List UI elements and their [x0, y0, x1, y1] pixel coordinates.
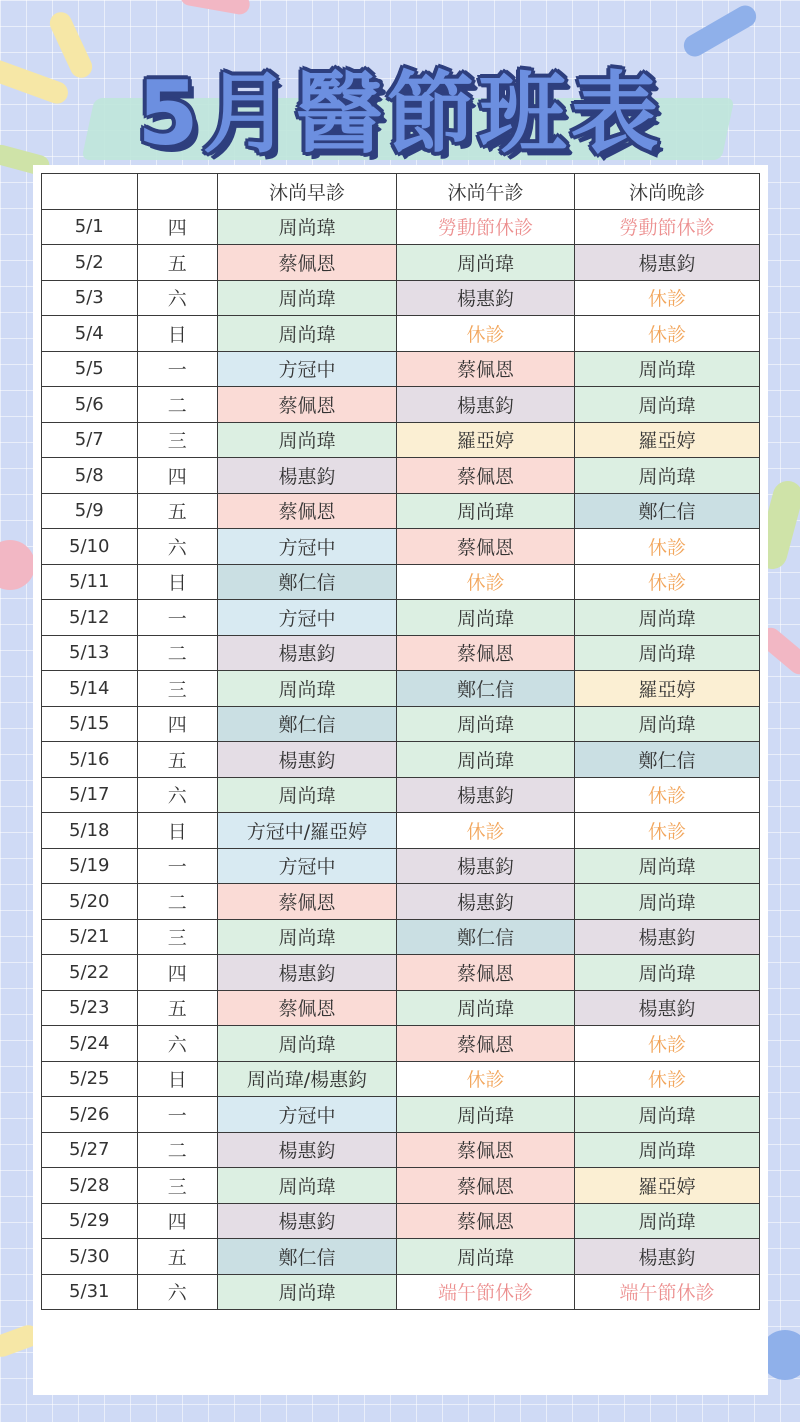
table-row: [42, 280, 760, 316]
weekday-cell: 六: [137, 280, 217, 316]
morning-shift-cell: 蔡佩恩: [217, 387, 396, 423]
evening-shift-cell: 周尚瑋: [574, 1097, 759, 1133]
date-cell: 5/23: [42, 990, 138, 1026]
morning-shift-cell: 周尚瑋: [217, 1026, 396, 1062]
evening-shift-cell: 休診: [574, 564, 759, 600]
evening-shift-cell: 休診: [574, 1026, 759, 1062]
date-cell: 5/3: [42, 280, 138, 316]
morning-shift-cell: 周尚瑋: [217, 671, 396, 707]
table-row: [42, 1097, 760, 1133]
afternoon-shift-cell: 周尚瑋: [396, 706, 574, 742]
table-row: [42, 458, 760, 494]
evening-shift-cell: 休診: [574, 777, 759, 813]
table-row: [42, 529, 760, 565]
weekday-cell: 六: [137, 529, 217, 565]
afternoon-shift-cell: 周尚瑋: [396, 493, 574, 529]
date-cell: 5/24: [42, 1026, 138, 1062]
afternoon-shift-cell: 蔡佩恩: [396, 1203, 574, 1239]
evening-shift-cell: 楊惠鈞: [574, 919, 759, 955]
afternoon-shift-cell: 周尚瑋: [396, 1239, 574, 1275]
morning-shift-cell: 鄭仁信: [217, 1239, 396, 1275]
schedule-body: [42, 174, 760, 1310]
table-row: [42, 387, 760, 423]
evening-shift-cell: 周尚瑋: [574, 1132, 759, 1168]
evening-shift-cell: 周尚瑋: [574, 1203, 759, 1239]
morning-shift-cell: 楊惠鈞: [217, 742, 396, 778]
table-row: [42, 742, 760, 778]
table-row: [42, 884, 760, 920]
morning-shift-cell: 周尚瑋: [217, 777, 396, 813]
date-cell: 5/13: [42, 635, 138, 671]
afternoon-shift-cell: 周尚瑋: [396, 1097, 574, 1133]
afternoon-shift-cell: 休診: [396, 564, 574, 600]
date-cell: 5/1: [42, 209, 138, 245]
table-row: [42, 955, 760, 991]
date-cell: 5/9: [42, 493, 138, 529]
weekday-cell: 日: [137, 1061, 217, 1097]
date-cell: 5/11: [42, 564, 138, 600]
morning-shift-cell: 周尚瑋: [217, 919, 396, 955]
table-row: [42, 671, 760, 707]
morning-shift-cell: 方冠中: [217, 351, 396, 387]
evening-shift-cell: 楊惠鈞: [574, 1239, 759, 1275]
weekday-cell: 四: [137, 955, 217, 991]
date-cell: 5/2: [42, 245, 138, 281]
date-cell: 5/16: [42, 742, 138, 778]
table-row: [42, 316, 760, 352]
page-title: 5月醫節班表: [137, 62, 663, 165]
date-cell: 5/19: [42, 848, 138, 884]
date-cell: 5/7: [42, 422, 138, 458]
afternoon-shift-cell: 蔡佩恩: [396, 351, 574, 387]
afternoon-shift-cell: 休診: [396, 813, 574, 849]
morning-shift-cell: 周尚瑋: [217, 1168, 396, 1204]
weekday-cell: 六: [137, 1026, 217, 1062]
afternoon-shift-cell: 蔡佩恩: [396, 529, 574, 565]
morning-shift-cell: 鄭仁信: [217, 706, 396, 742]
table-row: [42, 1026, 760, 1062]
date-cell: 5/18: [42, 813, 138, 849]
afternoon-shift-cell: 鄭仁信: [396, 919, 574, 955]
evening-shift-cell: 休診: [574, 280, 759, 316]
evening-shift-cell: 周尚瑋: [574, 848, 759, 884]
evening-shift-cell: 楊惠鈞: [574, 990, 759, 1026]
table-row: [42, 1061, 760, 1097]
evening-shift-cell: 休診: [574, 316, 759, 352]
date-cell: 5/20: [42, 884, 138, 920]
morning-shift-cell: 方冠中: [217, 600, 396, 636]
morning-shift-cell: 方冠中: [217, 1097, 396, 1133]
date-cell: 5/17: [42, 777, 138, 813]
table-row: [42, 1239, 760, 1275]
weekday-cell: 二: [137, 884, 217, 920]
weekday-cell: 日: [137, 564, 217, 600]
title-area: [0, 28, 800, 168]
weekday-cell: 四: [137, 706, 217, 742]
table-row: [42, 706, 760, 742]
weekday-cell: 五: [137, 990, 217, 1026]
afternoon-shift-cell: 楊惠鈞: [396, 280, 574, 316]
table-row: [42, 209, 760, 245]
morning-shift-cell: 方冠中: [217, 529, 396, 565]
afternoon-shift-cell: 鄭仁信: [396, 671, 574, 707]
afternoon-shift-cell: 楊惠鈞: [396, 848, 574, 884]
header-date: [42, 174, 138, 210]
weekday-cell: 四: [137, 209, 217, 245]
weekday-cell: 六: [137, 777, 217, 813]
evening-shift-cell: 羅亞婷: [574, 671, 759, 707]
table-row: [42, 848, 760, 884]
date-cell: 5/6: [42, 387, 138, 423]
evening-shift-cell: 周尚瑋: [574, 351, 759, 387]
date-cell: 5/21: [42, 919, 138, 955]
table-row: [42, 919, 760, 955]
table-row: [42, 777, 760, 813]
date-cell: 5/4: [42, 316, 138, 352]
afternoon-shift-cell: 楊惠鈞: [396, 777, 574, 813]
morning-shift-cell: 周尚瑋: [217, 1274, 396, 1310]
afternoon-shift-cell: 休診: [396, 316, 574, 352]
date-cell: 5/27: [42, 1132, 138, 1168]
evening-shift-cell: 周尚瑋: [574, 635, 759, 671]
evening-shift-cell: 羅亞婷: [574, 422, 759, 458]
weekday-cell: 日: [137, 813, 217, 849]
table-row: [42, 245, 760, 281]
afternoon-shift-cell: 蔡佩恩: [396, 1026, 574, 1062]
date-cell: 5/31: [42, 1274, 138, 1310]
table-row: [42, 1203, 760, 1239]
afternoon-shift-cell: 蔡佩恩: [396, 1132, 574, 1168]
table-row: [42, 564, 760, 600]
evening-shift-cell: 周尚瑋: [574, 387, 759, 423]
afternoon-shift-cell: 勞動節休診: [396, 209, 574, 245]
header-morning: 沐尚早診: [217, 174, 396, 210]
weekday-cell: 日: [137, 316, 217, 352]
evening-shift-cell: 端午節休診: [574, 1274, 759, 1310]
afternoon-shift-cell: 休診: [396, 1061, 574, 1097]
weekday-cell: 三: [137, 671, 217, 707]
date-cell: 5/10: [42, 529, 138, 565]
schedule-card: [33, 165, 768, 1395]
header-afternoon: 沐尚午診: [396, 174, 574, 210]
weekday-cell: 五: [137, 742, 217, 778]
afternoon-shift-cell: 蔡佩恩: [396, 458, 574, 494]
weekday-cell: 一: [137, 1097, 217, 1133]
date-cell: 5/14: [42, 671, 138, 707]
weekday-cell: 四: [137, 458, 217, 494]
morning-shift-cell: 楊惠鈞: [217, 1132, 396, 1168]
morning-shift-cell: 楊惠鈞: [217, 955, 396, 991]
date-cell: 5/15: [42, 706, 138, 742]
date-cell: 5/5: [42, 351, 138, 387]
morning-shift-cell: 楊惠鈞: [217, 458, 396, 494]
morning-shift-cell: 周尚瑋: [217, 209, 396, 245]
decor-squiggle-pink: [179, 0, 251, 16]
table-row: [42, 813, 760, 849]
morning-shift-cell: 楊惠鈞: [217, 1203, 396, 1239]
evening-shift-cell: 周尚瑋: [574, 955, 759, 991]
evening-shift-cell: 鄭仁信: [574, 493, 759, 529]
morning-shift-cell: 蔡佩恩: [217, 493, 396, 529]
date-cell: 5/25: [42, 1061, 138, 1097]
table-row: [42, 635, 760, 671]
afternoon-shift-cell: 周尚瑋: [396, 990, 574, 1026]
morning-shift-cell: 鄭仁信: [217, 564, 396, 600]
evening-shift-cell: 鄭仁信: [574, 742, 759, 778]
morning-shift-cell: 蔡佩恩: [217, 884, 396, 920]
table-row: [42, 1274, 760, 1310]
afternoon-shift-cell: 蔡佩恩: [396, 955, 574, 991]
header-row: [42, 174, 760, 210]
table-row: [42, 422, 760, 458]
date-cell: 5/28: [42, 1168, 138, 1204]
table-row: [42, 990, 760, 1026]
weekday-cell: 五: [137, 1239, 217, 1275]
afternoon-shift-cell: 周尚瑋: [396, 742, 574, 778]
evening-shift-cell: 勞動節休診: [574, 209, 759, 245]
afternoon-shift-cell: 周尚瑋: [396, 600, 574, 636]
afternoon-shift-cell: 端午節休診: [396, 1274, 574, 1310]
evening-shift-cell: 周尚瑋: [574, 706, 759, 742]
morning-shift-cell: 蔡佩恩: [217, 990, 396, 1026]
weekday-cell: 二: [137, 635, 217, 671]
morning-shift-cell: 楊惠鈞: [217, 635, 396, 671]
afternoon-shift-cell: 蔡佩恩: [396, 1168, 574, 1204]
weekday-cell: 一: [137, 848, 217, 884]
table-row: [42, 351, 760, 387]
date-cell: 5/29: [42, 1203, 138, 1239]
schedule-table: [41, 173, 760, 1310]
afternoon-shift-cell: 羅亞婷: [396, 422, 574, 458]
evening-shift-cell: 周尚瑋: [574, 884, 759, 920]
weekday-cell: 六: [137, 1274, 217, 1310]
morning-shift-cell: 蔡佩恩: [217, 245, 396, 281]
weekday-cell: 五: [137, 493, 217, 529]
header-evening: 沐尚晚診: [574, 174, 759, 210]
date-cell: 5/8: [42, 458, 138, 494]
afternoon-shift-cell: 楊惠鈞: [396, 387, 574, 423]
evening-shift-cell: 羅亞婷: [574, 1168, 759, 1204]
morning-shift-cell: 周尚瑋/楊惠鈞: [217, 1061, 396, 1097]
date-cell: 5/26: [42, 1097, 138, 1133]
morning-shift-cell: 周尚瑋: [217, 316, 396, 352]
morning-shift-cell: 周尚瑋: [217, 422, 396, 458]
weekday-cell: 三: [137, 422, 217, 458]
table-row: [42, 1168, 760, 1204]
date-cell: 5/30: [42, 1239, 138, 1275]
morning-shift-cell: 方冠中/羅亞婷: [217, 813, 396, 849]
weekday-cell: 二: [137, 387, 217, 423]
weekday-cell: 二: [137, 1132, 217, 1168]
weekday-cell: 一: [137, 600, 217, 636]
table-row: [42, 600, 760, 636]
weekday-cell: 三: [137, 919, 217, 955]
evening-shift-cell: 楊惠鈞: [574, 245, 759, 281]
weekday-cell: 一: [137, 351, 217, 387]
weekday-cell: 四: [137, 1203, 217, 1239]
evening-shift-cell: 休診: [574, 1061, 759, 1097]
morning-shift-cell: 周尚瑋: [217, 280, 396, 316]
table-row: [42, 493, 760, 529]
evening-shift-cell: 周尚瑋: [574, 600, 759, 636]
decor-squiggle-pink: [0, 540, 35, 590]
afternoon-shift-cell: 蔡佩恩: [396, 635, 574, 671]
weekday-cell: 五: [137, 245, 217, 281]
date-cell: 5/12: [42, 600, 138, 636]
weekday-cell: 三: [137, 1168, 217, 1204]
table-row: [42, 1132, 760, 1168]
evening-shift-cell: 休診: [574, 529, 759, 565]
afternoon-shift-cell: 楊惠鈞: [396, 884, 574, 920]
header-day: [137, 174, 217, 210]
evening-shift-cell: 休診: [574, 813, 759, 849]
evening-shift-cell: 周尚瑋: [574, 458, 759, 494]
morning-shift-cell: 方冠中: [217, 848, 396, 884]
date-cell: 5/22: [42, 955, 138, 991]
afternoon-shift-cell: 周尚瑋: [396, 245, 574, 281]
